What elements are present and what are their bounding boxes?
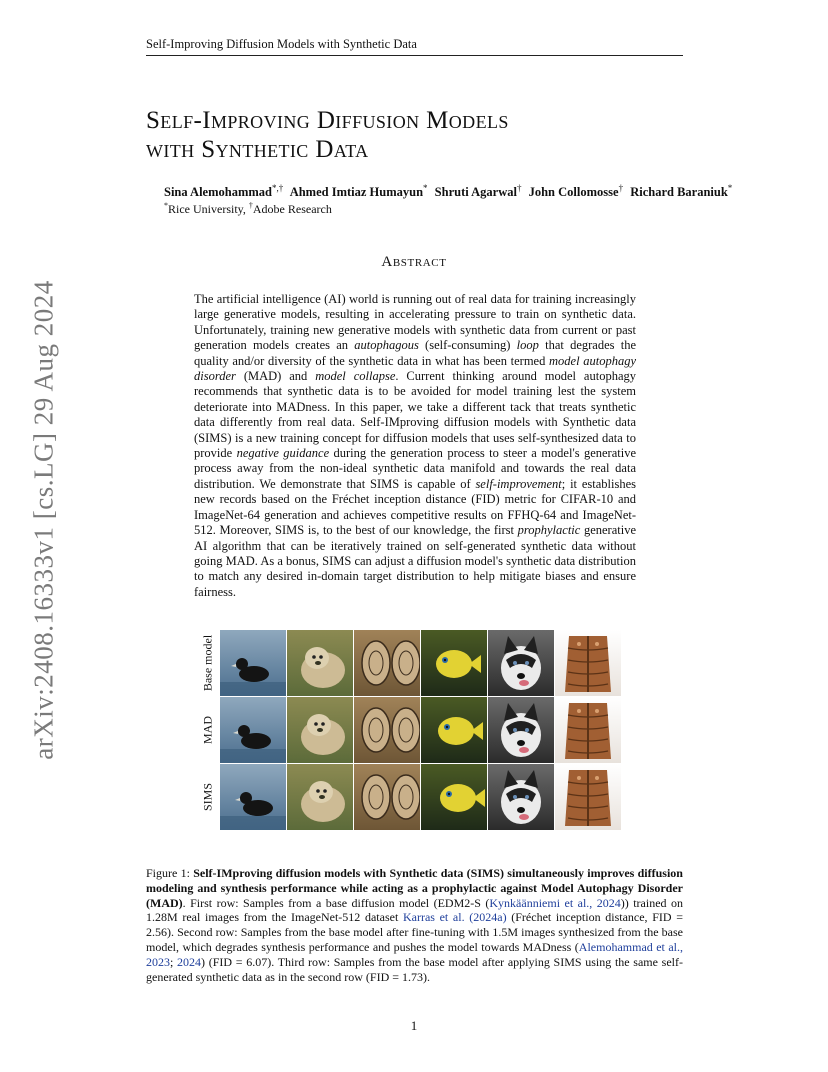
sample-image-fish [421,764,487,830]
sample-image-husky-graphic [488,630,554,696]
affiliation-adobe: Adobe Research [252,202,332,216]
sample-image-coot-graphic [220,630,286,696]
abstract-emphasis: prophylactic [517,523,581,538]
abstract-emphasis: autophagous [354,338,419,353]
sample-image-dog [287,697,353,763]
author-mark: * [727,183,733,193]
sample-image-coot [220,697,286,763]
author-mark: † [618,183,624,193]
abstract-emphasis: loop [516,338,539,353]
sample-image-barrels-graphic [354,630,420,696]
paper-title [146,106,706,164]
abstract-text: generative AI algorithm that can be iteratively trained on self-generated synthetic data without going MAD. As a bonus, SIMS can adjust a diffusion model's synthetic data distribution to match any desired in-domain target distribution to help mitigate biases and ensure fairness. [194,523,636,599]
affiliations [164,201,332,217]
sample-image-fish [421,630,487,696]
citation-link[interactable]: 2024 [177,954,202,969]
abstract-heading: Abstract [381,254,447,270]
citation-link[interactable]: Kynkäänniemi et al., 2024 [489,895,621,910]
caption-text: ; [170,954,178,969]
arxiv-stamp: arXiv:2408.16333v1 [cs.LG] 29 Aug 2024 [28,280,59,760]
sample-image-dog-graphic [287,630,353,696]
sample-image-armor [555,630,621,696]
abstract-emphasis: model autophagy disorder [194,353,637,384]
abstract-text: . Current thinking around model autophagy recommends that synthetic data is to be avoided for model training lest the system deteriorate into MADness. In this paper, we take a different tack that treats synthetic data differently from real data. Self-IMproving diffusion models with Synthetic data (SIMS) is a new training concept for diffusion models that uses self-synthesized data to provide [194,369,636,461]
sample-image-barrels [354,630,420,696]
sample-image-coot-graphic [220,764,286,830]
author-mark: *,† [272,183,284,193]
author-name: Shruti Agarwal [434,185,517,200]
citation-link[interactable]: Karras et al. (2024a) [402,910,507,925]
abstract-emphasis: negative guidance [236,446,330,461]
sample-image-armor [555,764,621,830]
author-name: Sina Alemohammad [164,185,273,200]
sample-image-coot-graphic [220,697,286,763]
sample-image-coot [220,630,286,696]
abstract-text: ; it establishes new records based on the Fréchet inception distance (FID) metric for CIFAR-10 and ImageNet-64 generation and achieves competitive results on FFHQ-64 and ImageNet-512. Moreover, SIMS is, to the best of our knowledge, the first [194,476,636,538]
abstract-text: (MAD) and [235,369,316,384]
sample-image-grid [220,630,621,830]
citation-link[interactable]: Alemohammad et al., 2023 [146,939,683,969]
sample-image-fish-graphic [421,764,487,830]
sample-image-barrels-graphic [354,764,420,830]
sample-image-barrels [354,764,420,830]
affiliation-mark: * [164,201,168,210]
sample-image-husky [488,697,554,763]
sample-image-coot [220,764,286,830]
sample-image-fish-graphic [421,697,487,763]
caption-text: )) trained on 1.28M real images from the ImageNet-512 dataset [146,895,684,925]
row-label-sims: SIMS [200,782,215,812]
page-number: 1 [410,1018,418,1033]
title-line-1: Self-Improving Diffusion Models [146,107,509,134]
abstract-emphasis: model collapse [315,369,396,384]
sample-image-dog [287,630,353,696]
affiliation-mark: † [248,201,253,210]
caption-bold: Self-IMproving diffusion models with Synthetic data (SIMS) simultaneously improves diffusion modeling and synthesis performance while acting as a prophylactic against Model Autophagy Disorder (MAD) [146,866,683,910]
abstract-text: during the generation process to steer a model's generative process away from the non-ideal synthetic data manifold and towards the real data distribution. We demonstrate that SIMS is capable of [194,446,636,491]
sample-image-barrels-graphic [354,697,420,763]
abstract-text: The artificial intelligence (AI) world is running out of real data for training increasingly large generative models, resulting in accelerating pressure to train on synthetic data. Unfortunately, training new generative models with synthetic data from current or past generation models creates an [194,292,636,353]
sample-image-fish-graphic [421,630,487,696]
sample-image-armor-graphic [555,697,621,763]
author-mark: * [423,183,428,193]
author-name: Richard Baraniuk [630,185,728,200]
sample-image-husky-graphic [488,697,554,763]
sample-image-armor-graphic [555,764,621,830]
sample-image-fish [421,697,487,763]
sample-image-dog-graphic [287,764,353,830]
affiliation-rice: Rice University, [168,202,246,216]
caption-text: Figure 1: [146,866,194,880]
sample-image-husky [488,630,554,696]
abstract-body [194,292,636,600]
author-mark: † [516,183,522,193]
caption-text: ) (FID = 6.07). Third row: Samples from the base model after applying SIMS using the same self-generated synthetic data as in the second row (FID = 1.73). [146,954,683,984]
running-head: Self-Improving Diffusion Models with Synthetic Data [146,37,683,56]
row-label-mad: MAD [200,715,215,745]
row-label-base-model: Base model [200,634,215,692]
author-list [164,183,733,200]
figure-1 [196,630,624,830]
sample-image-dog [287,764,353,830]
sample-image-husky-graphic [488,764,554,830]
caption-text: . First row: Samples from a base diffusion model (EDM2-S ( [182,895,490,910]
figure-caption [146,866,683,984]
sample-image-dog-graphic [287,697,353,763]
author-name: John Collomosse [528,185,619,200]
abstract-emphasis: self-improvement [475,476,562,491]
sample-image-husky [488,764,554,830]
sample-image-armor-graphic [555,630,621,696]
author-name: Ahmed Imtiaz Humayun [289,185,424,200]
sample-image-barrels [354,697,420,763]
abstract-text: (self-consuming) [418,338,517,353]
abstract-text: that degrades the quality and/or diversity of the synthetic data in what has been termed [194,338,636,368]
title-line-2: with Synthetic Data [146,136,369,163]
sample-image-armor [555,697,621,763]
caption-text: (Fréchet inception distance, FID = 2.56). Second row: Samples from the base model after fine-tuning with 1.5M images synthesized from the base model, which degrades synthesis performance and pushes the model towards MADness ( [146,910,684,954]
